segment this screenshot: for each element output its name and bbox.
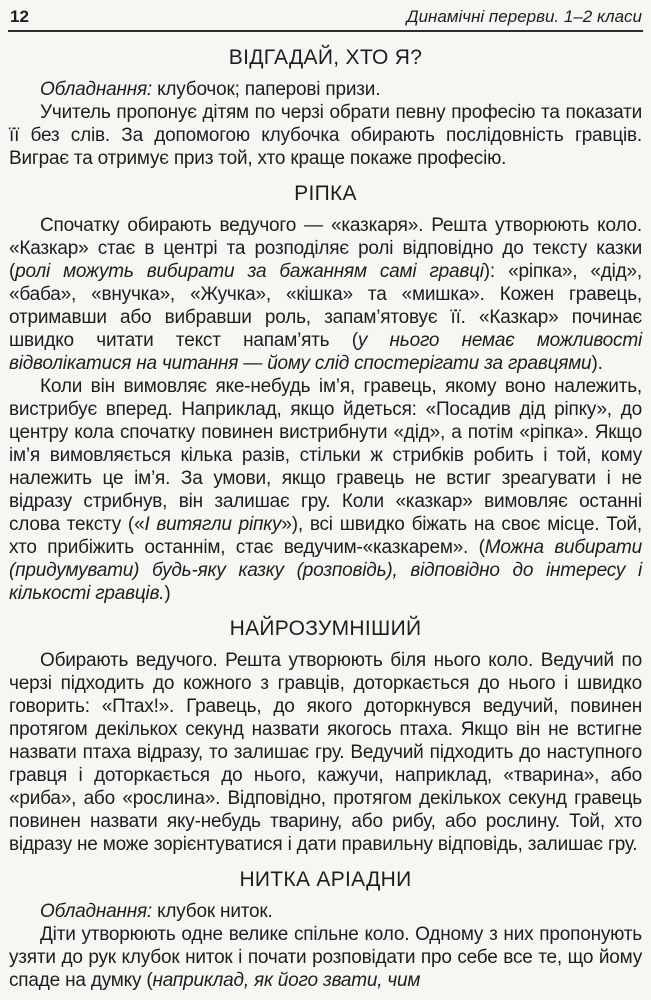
paragraph <box>9 375 642 605</box>
paragraph <box>9 649 642 856</box>
section-heading: ВІДГАДАЙ, ХТО Я? <box>228 46 423 69</box>
paragraph <box>9 101 642 170</box>
page-number: 12 <box>10 7 29 26</box>
text-run: Обирають ведучого. Решта утворюють біля нього коло. Ведучий по черзі підходить до кожного з гравців, доторкається до нього і швидко говорить: «Птах!». Гравець, до якого доторкнувся ведучий, повинен протягом декількох секунд назвати якогось птаха. Якщо він не встигне назвати птаха відразу, то залишає гру. Ведучий підходить до наступного гравця і доторкається до нього, кажучи, наприклад, «тварина», або «риба», або «рослина». Відповідно, протягом декількох секунд гравець повинен назвати яку-небудь тварину, або рибу, або рослину. Той, хто відразу не може зорієнтуватися і дати правильну відповідь, залишає гру. <box>9 650 642 855</box>
text-run: Учитель пропонує дітям по черзі обрати певну професію та показати її без слів. За допомогою клубочка обирають послідовність гравців. Виграє та отримує приз той, хто краще покаже професію. <box>9 102 642 169</box>
text-run: ): «ріпка», «дід», «баба», «внучка», «Жучка», «кішка» та «мишка». Кожен гравець, отримавши або вибравши роль, запам’ятовує її. «Казкар» починає швидко читати текст напам’ять ( <box>9 261 642 351</box>
text-run: Діти утворюють одне велике спільне коло. Одному з них пропонують узяти до рук клубок ниток і почати розповідати про себе все те, що йому спаде на думку ( <box>9 924 642 991</box>
text-run: клубочок; паперові призи. <box>152 79 381 100</box>
text-run: Коли він вимовляє яке-небудь ім’я, гравець, якому воно належить, вистрибує вперед. Наприклад, якщо йдеться: «Посадив дід ріпку», до центру кола спочатку повинен вистрибнути «дід», а потім «ріпка». Якщо ім’я вимовляється кілька разів, стільки ж стрибків робить і той, кому належить це ім’я. За умови, якщо гравець не встиг зреагувати і не відразу стрибнув, він залишає гру. Коли «казкар» вимовляє останні слова тексту (« <box>9 376 642 535</box>
section-heading: НАЙРОЗУМНІШИЙ <box>229 617 422 640</box>
text-run: ) <box>164 583 171 604</box>
equipment-label: Обладнання: <box>40 79 152 100</box>
paragraph <box>9 214 642 375</box>
section-heading: НИТКА АРІАДНИ <box>239 868 412 891</box>
text-run-italic: І витягли ріпку <box>144 514 282 535</box>
section-guess-who-am-i <box>9 47 642 170</box>
paragraph <box>9 923 642 992</box>
text-run: Спочатку обирають ведучого — «казкаря». Решта утворюють коло. «Казкар» стає в центрі та розподіляє ролі відповідно до тексту казки ( <box>9 215 642 282</box>
text-run: »), всі швидко біжать на своє місце. Той, хто прибіжить останнім, стає ведучим-«казкарем». ( <box>9 514 642 558</box>
section-ariadnes-thread <box>9 869 642 992</box>
page-content <box>0 32 651 992</box>
equipment-label: Обладнання: <box>40 901 152 922</box>
section-heading: РІПКА <box>294 182 357 205</box>
page-header <box>0 0 651 27</box>
equipment-paragraph <box>9 78 642 101</box>
text-run-italic: наприклад, як його звати, чим <box>152 970 421 991</box>
running-title: Динамічні перерви. 1–2 класи <box>406 7 642 26</box>
equipment-paragraph <box>9 900 642 923</box>
section-smartest <box>9 618 642 856</box>
text-run: клубок ниток. <box>152 901 273 922</box>
text-run: ). <box>591 353 603 374</box>
section-turnip <box>9 183 642 605</box>
text-run-italic: ролі можуть вибирати за бажанням самі гравці <box>15 261 484 282</box>
text-run-italic: у нього немає можливості відволікатися на читання — йому слід спостерігати за гравцями <box>9 330 642 374</box>
text-run-italic: Можна вибирати (придумувати) будь-яку казку (розповідь), відповідно до інтересу і кількості гравців. <box>9 537 642 604</box>
